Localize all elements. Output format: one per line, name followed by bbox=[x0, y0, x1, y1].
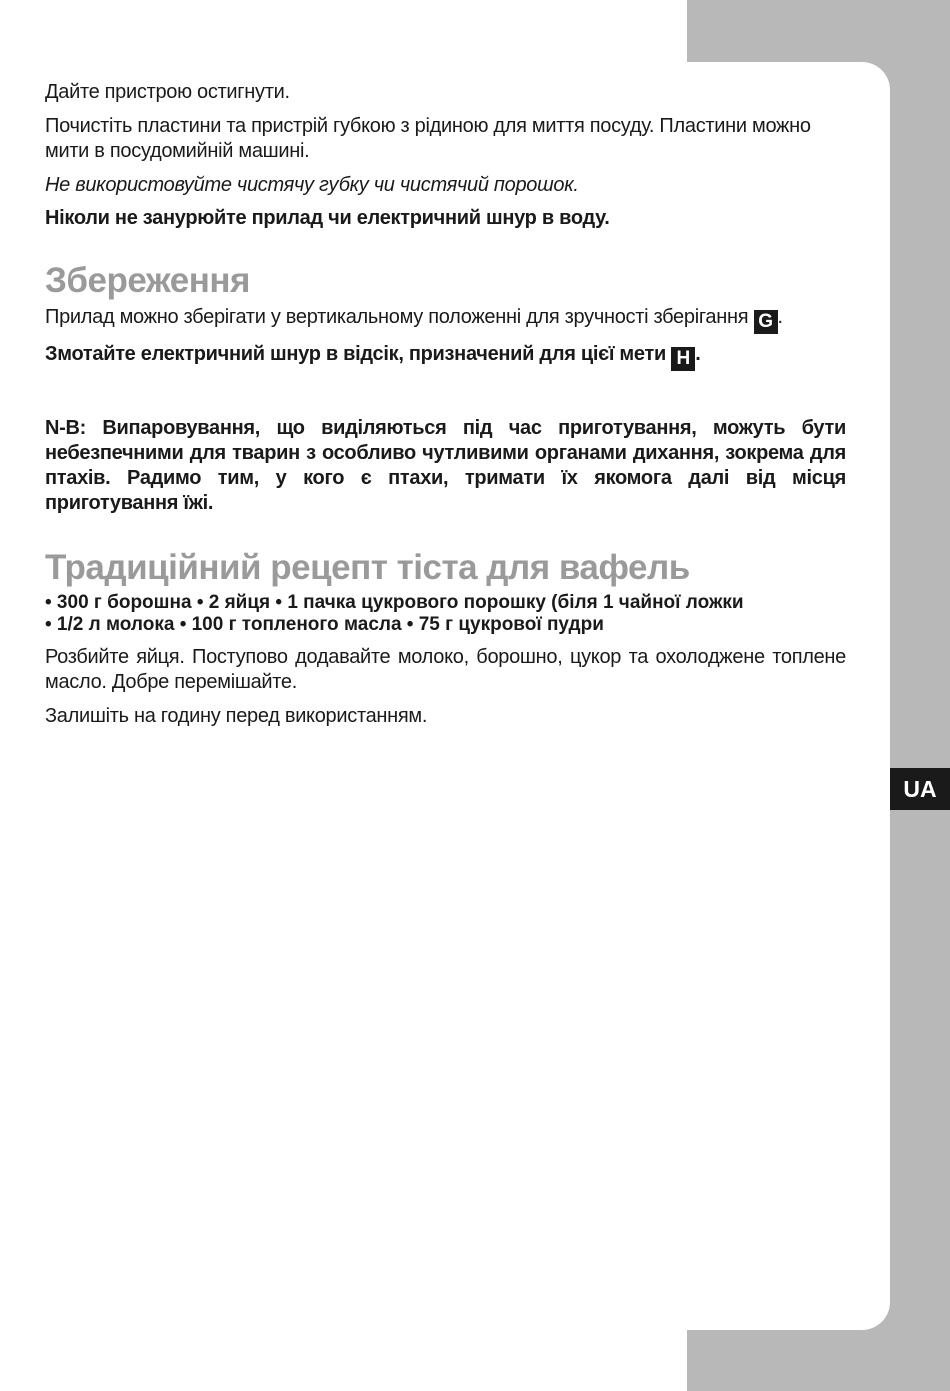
ingredients-line-2: • 1/2 л молока • 100 г топленого масла • 75 г цукрової пудри bbox=[45, 614, 604, 635]
cleaning-warning: Не використовуйте чистячу губку чи чистячий порошок. bbox=[45, 174, 579, 196]
storage-vertical: Прилад можно зберігати у вертикальному положенні для зручності зберігання G . bbox=[45, 306, 783, 332]
cleaning-cool-down: Дайте пристрою остигнути. bbox=[45, 81, 290, 103]
storage-cord: Змотайте електричний шнур в відсік, призначений для цієї мети H . bbox=[45, 343, 701, 369]
recipe-rest: Залишіть на годину перед використанням. bbox=[45, 705, 428, 727]
recipe-heading: Традиційний рецепт тіста для вафель bbox=[45, 548, 690, 587]
page-content bbox=[45, 80, 846, 729]
cleaning-instructions: Почистіть пластини та пристрій губкою з рідиною для миття посуду. Пластини можно мити в посудомийній машині. bbox=[45, 115, 811, 162]
storage-vertical-text: Прилад можно зберігати у вертикальному положенні для зручності зберігання bbox=[45, 306, 749, 328]
safety-note: N-B: Випаровування, що виділяються під час приготування, можуть бути небезпечними для тварин з особливо чутливими органами дихання, зокрема для птахів. Радимо тим, у кого є птахи, тримати їх якомога далі від місця приготування їжі. bbox=[45, 417, 846, 514]
immersion-warning: Ніколи не занурюйте прилад чи електричний шнур в воду. bbox=[45, 207, 610, 229]
figure-h-label: H bbox=[671, 347, 695, 371]
recipe-instructions: Розбийте яйця. Поступово додавайте молоко, борошно, цукор та охолоджене топлене масло. Добре перемішайте. bbox=[45, 646, 846, 693]
ingredients-list bbox=[45, 592, 846, 636]
storage-heading: Збереження bbox=[45, 261, 250, 300]
ingredients-line-1: • 300 г борошна • 2 яйця • 1 пачка цукрового порошку (біля 1 чайної ложки bbox=[45, 592, 744, 613]
storage-cord-text: Змотайте електричний шнур в відсік, призначений для цієї мети bbox=[45, 343, 666, 365]
language-badge: UA bbox=[890, 768, 950, 810]
figure-g-label: G bbox=[754, 310, 778, 334]
